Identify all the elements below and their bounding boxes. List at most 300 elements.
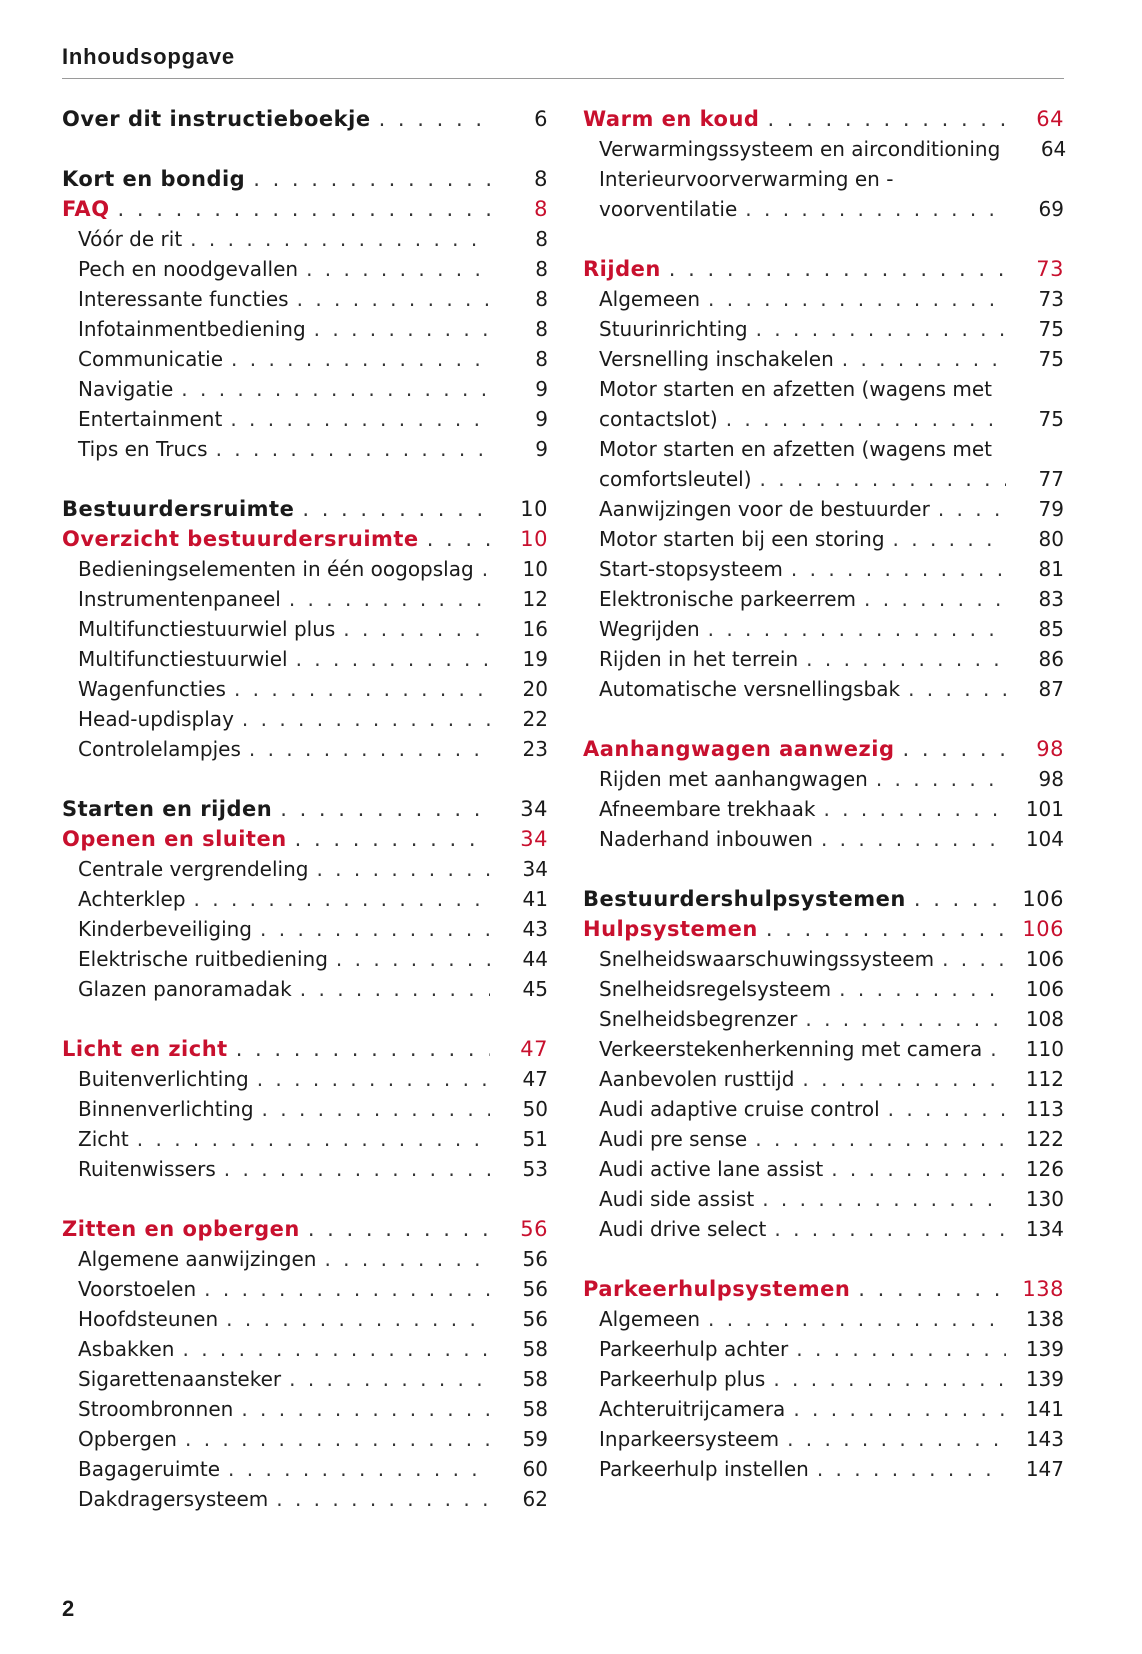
toc-leader-dots — [297, 284, 490, 314]
toc-spacer — [62, 464, 548, 494]
toc-entry-page: 8 — [535, 347, 548, 371]
toc-section-entry[interactable] — [583, 1034, 1064, 1064]
toc-leader-dots — [260, 914, 490, 944]
toc-leader-dots — [726, 404, 1006, 434]
toc-section-entry[interactable] — [62, 404, 548, 434]
toc-section-entry[interactable] — [62, 554, 548, 584]
toc-entry-page: 20 — [522, 677, 548, 701]
toc-entry-page: 62 — [522, 1487, 548, 1511]
toc-entry-page: 130 — [1025, 1187, 1064, 1211]
toc-entry-page: 10 — [522, 557, 548, 581]
toc-section-entry[interactable] — [583, 1064, 1064, 1094]
toc-section-entry[interactable] — [62, 644, 548, 674]
toc-entry-title: Algemeen — [599, 287, 701, 311]
toc-entry-page: 43 — [522, 917, 548, 941]
toc-section-entry[interactable] — [583, 1304, 1064, 1334]
toc-entry-title: Start-stopsysteem — [599, 557, 783, 581]
toc-entry-title: Bagageruimte — [78, 1457, 221, 1481]
toc-entry-page: 64 — [1036, 107, 1064, 131]
toc-section-entry[interactable] — [62, 974, 548, 1004]
toc-spacer — [583, 224, 1064, 254]
toc-entry-title: Verwarmingssysteem en airconditioning — [599, 137, 1001, 161]
toc-section-entry[interactable] — [583, 464, 1064, 494]
toc-leader-dots — [796, 1334, 1006, 1364]
toc-section-entry[interactable] — [583, 404, 1064, 434]
toc-entry-title: Hoofdsteunen — [78, 1307, 219, 1331]
toc-leader-dots — [942, 944, 1006, 974]
toc-entry-title: Entertainment — [78, 407, 223, 431]
toc-section-entry[interactable] — [583, 344, 1064, 374]
toc-entry-title: Sigarettenaansteker — [78, 1367, 282, 1391]
toc-leader-dots — [888, 1094, 1006, 1124]
toc-leader-dots — [938, 494, 1006, 524]
toc-section-entry[interactable] — [583, 1334, 1064, 1364]
toc-chapter-entry[interactable] — [62, 1034, 548, 1064]
toc-section-entry[interactable] — [62, 614, 548, 644]
toc-section-entry[interactable] — [62, 284, 548, 314]
toc-leader-dots — [216, 434, 490, 464]
toc-entry-page: 56 — [522, 1247, 548, 1271]
toc-leader-dots — [669, 254, 1006, 284]
toc-section-entry[interactable] — [583, 1094, 1064, 1124]
toc-chapter-entry[interactable] — [62, 1214, 548, 1244]
toc-leader-dots — [257, 1064, 490, 1094]
toc-entry-title: Elektronische parkeerrem — [599, 587, 857, 611]
toc-leader-dots — [302, 494, 490, 524]
toc-entry-page: 77 — [1038, 467, 1064, 491]
toc-section-entry[interactable] — [62, 854, 548, 884]
toc-entry-page: 134 — [1025, 1217, 1064, 1241]
toc-section-entry[interactable] — [62, 944, 548, 974]
toc-entry-page: 83 — [1038, 587, 1064, 611]
toc-entry-title: Pech en noodgevallen — [78, 257, 299, 281]
toc-entry-page: 112 — [1025, 1067, 1064, 1091]
toc-entry-page: 80 — [1038, 527, 1064, 551]
toc-entry-title: Vóór de rit — [78, 227, 183, 251]
toc-entry-title: Aanbevolen rusttijd — [599, 1067, 795, 1091]
toc-entry-page: 9 — [535, 407, 548, 431]
toc-leader-dots — [914, 884, 1006, 914]
toc-leader-dots — [181, 374, 490, 404]
toc-chapter-entry[interactable] — [62, 164, 548, 194]
toc-entry-page: 138 — [1022, 1277, 1064, 1301]
toc-entry-title: Asbakken — [78, 1337, 175, 1361]
toc-leader-dots — [708, 1304, 1006, 1334]
toc-entry-title: Glazen panoramadak — [78, 977, 292, 1001]
toc-chapter-entry[interactable] — [62, 194, 548, 224]
toc-entry-page: 58 — [522, 1397, 548, 1421]
toc-leader-dots — [280, 794, 490, 824]
toc-section-entry[interactable] — [583, 374, 1064, 404]
toc-leader-dots — [482, 554, 490, 584]
toc-section-entry[interactable] — [62, 914, 548, 944]
toc-section-entry[interactable] — [62, 884, 548, 914]
toc-entry-page: 138 — [1025, 1307, 1064, 1331]
toc-leader-dots — [234, 674, 490, 704]
toc-section-entry[interactable] — [62, 434, 548, 464]
toc-chapter-entry[interactable] — [583, 104, 1064, 134]
toc-chapter-entry[interactable] — [62, 524, 548, 554]
toc-leader-dots — [182, 1334, 490, 1364]
toc-section-entry[interactable] — [62, 1364, 548, 1394]
toc-entry-page: 34 — [520, 797, 548, 821]
toc-leader-dots — [336, 944, 490, 974]
toc-leader-dots — [253, 164, 490, 194]
toc-entry-title: Rijden in het terrein — [599, 647, 799, 671]
toc-leader-dots — [766, 914, 1006, 944]
toc-entry-title: Parkeerhulp instellen — [599, 1457, 809, 1481]
toc-entry-page: 58 — [522, 1367, 548, 1391]
toc-entry-page: 47 — [522, 1067, 548, 1091]
toc-entry-page: 64 — [1040, 137, 1067, 161]
toc-leader-dots — [300, 974, 490, 1004]
toc-section-entry[interactable] — [62, 314, 548, 344]
toc-leader-dots — [249, 734, 490, 764]
toc-leader-dots — [137, 1124, 490, 1154]
toc-entry-title: Licht en zicht — [62, 1037, 228, 1061]
toc-entry-page: 139 — [1025, 1367, 1064, 1391]
toc-section-entry[interactable] — [62, 1454, 548, 1484]
toc-entry-page: 8 — [534, 167, 548, 191]
toc-entry-page: 50 — [522, 1097, 548, 1121]
toc-section-entry[interactable] — [583, 524, 1064, 554]
toc-entry-title: Stuurinrichting — [599, 317, 748, 341]
toc-section-entry[interactable] — [62, 704, 548, 734]
toc-column-right — [583, 104, 1067, 1484]
toc-entry-page: 8 — [535, 287, 548, 311]
toc-entry-page: 56 — [522, 1277, 548, 1301]
toc-leader-dots — [805, 1004, 1006, 1034]
toc-entry-title: Over dit instructieboekje — [62, 107, 371, 131]
toc-section-entry[interactable] — [583, 1154, 1064, 1184]
toc-section-entry[interactable] — [583, 554, 1064, 584]
toc-leader-dots — [242, 704, 490, 734]
toc-spacer — [583, 854, 1064, 884]
toc-leader-dots — [908, 674, 1006, 704]
toc-entry-page: 113 — [1025, 1097, 1064, 1121]
toc-entry-title: Opbergen — [78, 1427, 177, 1451]
toc-entry-page: 81 — [1038, 557, 1064, 581]
toc-entry-title: Rijden — [583, 257, 661, 281]
toc-entry-title: Afneembare trekhaak — [599, 797, 816, 821]
toc-section-entry[interactable] — [583, 584, 1064, 614]
toc-entry-page: 8 — [535, 317, 548, 341]
toc-entry-title: Bestuurdersruimte — [62, 497, 295, 521]
toc-leader-dots — [118, 194, 490, 224]
toc-leader-dots — [773, 1364, 1006, 1394]
toc-leader-dots — [231, 344, 490, 374]
toc-entry-title: Starten en rijden — [62, 797, 273, 821]
toc-section-entry[interactable] — [583, 1184, 1064, 1214]
toc-leader-dots — [787, 1424, 1006, 1454]
toc-section-entry[interactable] — [62, 734, 548, 764]
toc-entry-page: 75 — [1038, 407, 1064, 431]
toc-entry-title: Bedieningselementen in één oogopslag — [78, 557, 474, 581]
toc-entry-title: Infotainmentbediening — [78, 317, 306, 341]
toc-leader-dots — [343, 614, 490, 644]
toc-section-entry[interactable] — [62, 1154, 548, 1184]
toc-entry-page: 10 — [520, 497, 548, 521]
toc-entry-title: voorventilatie — [599, 197, 738, 221]
toc-section-entry[interactable] — [62, 1274, 548, 1304]
toc-section-entry[interactable] — [583, 284, 1064, 314]
toc-leader-dots — [289, 584, 490, 614]
toc-entry-page: 34 — [520, 827, 548, 851]
toc-leader-dots — [427, 524, 490, 554]
toc-section-entry[interactable] — [583, 674, 1064, 704]
toc-entry-title: Achterklep — [78, 887, 186, 911]
toc-leader-dots — [858, 1274, 1006, 1304]
toc-leader-dots — [767, 104, 1006, 134]
toc-spacer — [583, 1244, 1064, 1274]
page-number: 2 — [62, 1596, 75, 1621]
toc-chapter-entry[interactable] — [583, 914, 1064, 944]
toc-entry-title: Controlelampjes — [78, 737, 241, 761]
toc-section-entry[interactable] — [583, 1214, 1064, 1244]
toc-spacer — [62, 1004, 548, 1034]
toc-entry-page: 108 — [1025, 1007, 1064, 1031]
toc-entry-page: 143 — [1025, 1427, 1064, 1451]
toc-entry-title: Dakdragersysteem — [78, 1487, 269, 1511]
toc-entry-title: Motor starten bij een storing — [599, 527, 885, 551]
toc-section-entry[interactable] — [583, 764, 1064, 794]
toc-entry-title: Audi pre sense — [599, 1127, 748, 1151]
toc-entry-page: 85 — [1038, 617, 1064, 641]
toc-entry-page: 9 — [535, 377, 548, 401]
toc-entry-title: Zitten en opbergen — [62, 1217, 300, 1241]
toc-section-entry[interactable] — [62, 254, 548, 284]
toc-leader-dots — [306, 254, 490, 284]
toc-entry-title: Verkeerstekenherkenning met camera — [599, 1037, 983, 1061]
toc-leader-dots — [308, 1214, 490, 1244]
toc-section-entry[interactable] — [62, 224, 548, 254]
toc-section-entry[interactable] — [583, 314, 1064, 344]
toc-entry-page: 8 — [534, 197, 548, 221]
toc-entry-title: Rijden met aanhangwagen — [599, 767, 868, 791]
toc-leader-dots — [893, 524, 1006, 554]
toc-entry-title: Warm en koud — [583, 107, 760, 131]
toc-entry-page: 51 — [522, 1127, 548, 1151]
toc-section-entry[interactable] — [62, 674, 548, 704]
toc-entry-page: 126 — [1025, 1157, 1064, 1181]
toc-entry-title: Stroombronnen — [78, 1397, 234, 1421]
toc-entry-page: 98 — [1038, 767, 1064, 791]
toc-entry-title: comfortsleutel) — [599, 467, 752, 491]
toc-entry-page: 60 — [522, 1457, 548, 1481]
toc-entry-title: contactslot) — [599, 407, 718, 431]
toc-section-entry[interactable] — [583, 824, 1064, 854]
toc-entry-title: Audi adaptive cruise control — [599, 1097, 880, 1121]
toc-entry-title: Binnenverlichting — [78, 1097, 254, 1121]
toc-leader-dots — [821, 824, 1006, 854]
toc-leader-dots — [831, 1154, 1006, 1184]
toc-entry-title: Aanhangwagen aanwezig — [583, 737, 895, 761]
toc-section-entry[interactable] — [583, 434, 1064, 464]
toc-entry-title: Openen en sluiten — [62, 827, 287, 851]
toc-section-entry[interactable] — [583, 1004, 1064, 1034]
toc-section-entry[interactable] — [583, 1454, 1064, 1484]
toc-entry-title: Motor starten en afzetten (wagens met — [599, 377, 993, 401]
toc-section-entry[interactable] — [583, 644, 1064, 674]
toc-entry-title: Audi side assist — [599, 1187, 755, 1211]
toc-leader-dots — [276, 1484, 490, 1514]
toc-section-entry[interactable] — [62, 584, 548, 614]
toc-leader-dots — [842, 344, 1006, 374]
toc-leader-dots — [864, 584, 1006, 614]
toc-entry-title: Algemene aanwijzingen — [78, 1247, 317, 1271]
toc-leader-dots — [708, 614, 1006, 644]
toc-entry-page: 73 — [1036, 257, 1064, 281]
toc-entry-title: Motor starten en afzetten (wagens met — [599, 437, 993, 461]
toc-chapter-entry[interactable] — [583, 1274, 1064, 1304]
toc-entry-page: 106 — [1022, 887, 1064, 911]
toc-entry-page: 8 — [535, 227, 548, 251]
toc-entry-page: 122 — [1025, 1127, 1064, 1151]
toc-entry-title: Parkeerhulp plus — [599, 1367, 766, 1391]
toc-entry-title: Buitenverlichting — [78, 1067, 249, 1091]
toc-entry-page: 86 — [1038, 647, 1064, 671]
toc-section-entry[interactable] — [62, 1424, 548, 1454]
toc-entry-title: Overzicht bestuurdersruimte — [62, 527, 419, 551]
toc-chapter-entry[interactable] — [62, 824, 548, 854]
toc-entry-page: 79 — [1038, 497, 1064, 521]
toc-entry-title: Aanwijzingen voor de bestuurder — [599, 497, 930, 521]
toc-entry-page: 19 — [522, 647, 548, 671]
toc-entry-title: Kinderbeveiliging — [78, 917, 253, 941]
toc-entry-page: 16 — [522, 617, 548, 641]
toc-leader-dots — [316, 854, 490, 884]
toc-leader-dots — [226, 1304, 490, 1334]
toc-leader-dots — [324, 1244, 490, 1274]
toc-entry-title: Automatische versnellingsbak — [599, 677, 901, 701]
toc-section-entry[interactable] — [62, 1304, 548, 1334]
toc-entry-page: 56 — [522, 1307, 548, 1331]
toc-leader-dots — [204, 1274, 490, 1304]
toc-entry-page: 75 — [1038, 347, 1064, 371]
toc-entry-title: Audi drive select — [599, 1217, 767, 1241]
toc-section-entry[interactable] — [583, 944, 1064, 974]
toc-entry-page: 23 — [522, 737, 548, 761]
toc-entry-page: 141 — [1025, 1397, 1064, 1421]
toc-section-entry[interactable] — [583, 134, 1067, 164]
toc-leader-dots — [806, 644, 1006, 674]
toc-section-entry[interactable] — [583, 1364, 1064, 1394]
toc-entry-title: Bestuurdershulpsystemen — [583, 887, 906, 911]
toc-chapter-entry[interactable] — [62, 794, 548, 824]
toc-leader-dots — [190, 224, 490, 254]
toc-entry-title: Centrale vergrendeling — [78, 857, 309, 881]
toc-entry-title: Audi active lane assist — [599, 1157, 824, 1181]
toc-spacer — [62, 134, 548, 164]
toc-spacer — [583, 704, 1064, 734]
toc-entry-page: 87 — [1038, 677, 1064, 701]
toc-entry-page: 139 — [1025, 1337, 1064, 1361]
toc-entry-title: Instrumentenpaneel — [78, 587, 281, 611]
toc-entry-title: Interessante functies — [78, 287, 289, 311]
toc-leader-dots — [793, 1394, 1006, 1424]
toc-section-entry[interactable] — [583, 794, 1064, 824]
toc-chapter-entry[interactable] — [583, 734, 1064, 764]
toc-spacer — [62, 764, 548, 794]
toc-entry-title: Inparkeersysteem — [599, 1427, 780, 1451]
toc-section-entry[interactable] — [62, 1484, 548, 1514]
toc-entry-page: 104 — [1025, 827, 1064, 851]
toc-section-entry[interactable] — [583, 194, 1064, 224]
toc-entry-page: 22 — [522, 707, 548, 731]
toc-entry-page: 106 — [1025, 977, 1064, 1001]
toc-leader-dots — [289, 1364, 490, 1394]
toc-entry-page: 12 — [522, 587, 548, 611]
toc-section-entry[interactable] — [62, 1244, 548, 1274]
toc-chapter-entry[interactable] — [62, 494, 548, 524]
toc-section-entry[interactable] — [62, 1124, 548, 1154]
toc-column-left — [62, 104, 548, 1514]
toc-entry-title: Naderhand inbouwen — [599, 827, 813, 851]
toc-entry-title: FAQ — [62, 197, 110, 221]
toc-entry-page: 34 — [522, 857, 548, 881]
toc-entry-page: 41 — [522, 887, 548, 911]
toc-entry-title: Versnelling inschakelen — [599, 347, 834, 371]
toc-section-entry[interactable] — [62, 1394, 548, 1424]
toc-leader-dots — [708, 284, 1006, 314]
toc-leader-dots — [823, 794, 1006, 824]
toc-leader-dots — [241, 1394, 490, 1424]
toc-entry-page: 59 — [522, 1427, 548, 1451]
toc-section-entry[interactable] — [583, 164, 1064, 194]
toc-entry-page: 45 — [522, 977, 548, 1001]
toc-spacer — [62, 1184, 548, 1214]
toc-section-entry[interactable] — [583, 1394, 1064, 1424]
toc-section-entry[interactable] — [583, 974, 1064, 1004]
toc-section-entry[interactable] — [62, 1064, 548, 1094]
toc-section-entry[interactable] — [583, 494, 1064, 524]
toc-entry-page: 73 — [1038, 287, 1064, 311]
toc-entry-title: Interieurvoorverwarming en - — [599, 167, 894, 191]
toc-leader-dots — [762, 1184, 1006, 1214]
toc-entry-page: 53 — [522, 1157, 548, 1181]
toc-entry-page: 98 — [1036, 737, 1064, 761]
toc-entry-page: 75 — [1038, 317, 1064, 341]
toc-entry-title: Wagenfuncties — [78, 677, 226, 701]
toc-leader-dots — [760, 464, 1006, 494]
toc-entry-title: Navigatie — [78, 377, 174, 401]
toc-entry-title: Communicatie — [78, 347, 224, 371]
toc-leader-dots — [791, 554, 1006, 584]
toc-leader-dots — [262, 1094, 490, 1124]
toc-entry-title: Multifunctiestuurwiel — [78, 647, 288, 671]
toc-leader-dots — [802, 1064, 1006, 1094]
toc-entry-title: Multifunctiestuurwiel plus — [78, 617, 336, 641]
toc-section-entry[interactable] — [62, 344, 548, 374]
toc-entry-title: Tips en Trucs — [78, 437, 208, 461]
toc-chapter-entry[interactable] — [583, 884, 1064, 914]
toc-section-entry[interactable] — [62, 1334, 548, 1364]
toc-chapter-entry[interactable] — [62, 104, 548, 134]
toc-entry-title: Parkeerhulp achter — [599, 1337, 789, 1361]
toc-leader-dots — [194, 884, 490, 914]
toc-section-entry[interactable] — [62, 374, 548, 404]
toc-chapter-entry[interactable] — [583, 254, 1064, 284]
toc-section-entry[interactable] — [62, 1094, 548, 1124]
toc-section-entry[interactable] — [583, 1424, 1064, 1454]
toc-entry-title: Parkeerhulpsystemen — [583, 1277, 851, 1301]
toc-entry-page: 47 — [520, 1037, 548, 1061]
toc-entry-title: Wegrijden — [599, 617, 700, 641]
toc-section-entry[interactable] — [583, 1124, 1064, 1154]
toc-leader-dots — [839, 974, 1006, 1004]
toc-section-entry[interactable] — [583, 614, 1064, 644]
toc-leader-dots — [295, 824, 490, 854]
